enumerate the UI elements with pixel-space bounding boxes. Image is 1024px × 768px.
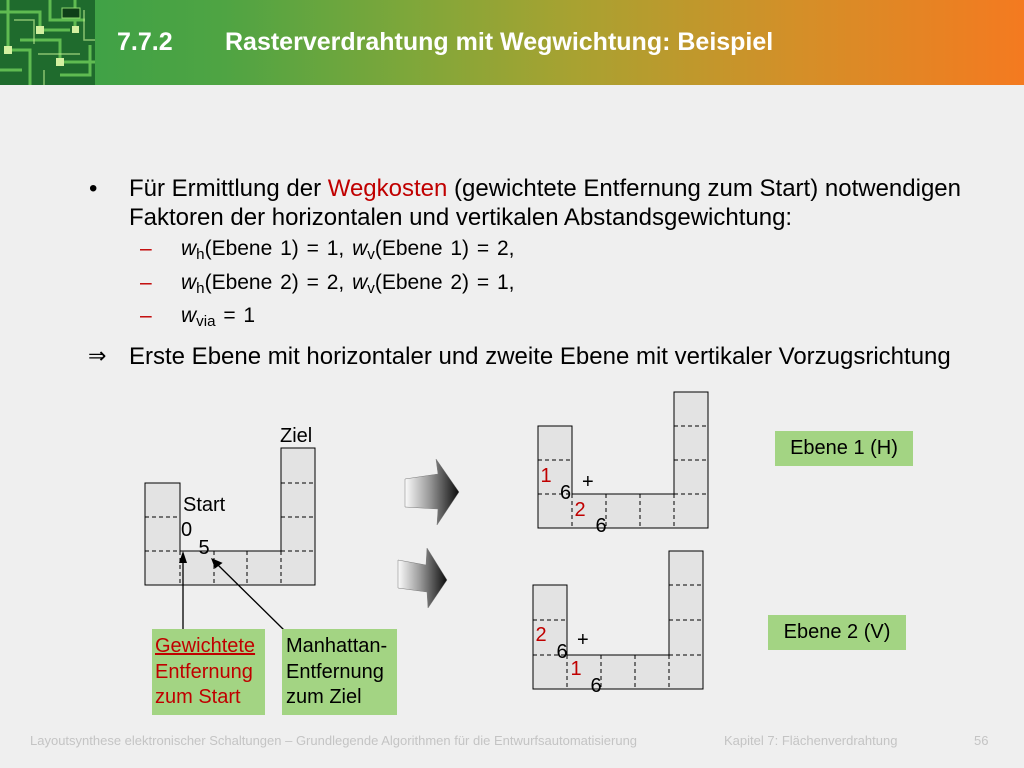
callout-line: zum Ziel [286, 686, 362, 708]
layer1-expansion-marker: + [582, 471, 594, 493]
weight-symbol: w [181, 304, 197, 327]
weight-value: (Ebene 2) = 2, [204, 271, 353, 294]
layer2-distance-right: 6 [590, 675, 602, 697]
sub-bullet-marker: – [140, 271, 152, 294]
callout-line: Entfernung [155, 660, 253, 683]
manhattan-distance-callout [282, 629, 397, 715]
layer2-cost-right: 1 [570, 658, 582, 680]
weight-subscript: h [196, 246, 205, 264]
weight-subscript: v [367, 246, 375, 264]
weight-symbol: w [352, 271, 368, 294]
layer2-distance-left: 6 [556, 641, 568, 663]
source-grid [145, 425, 315, 585]
layer2-expansion-marker: + [577, 629, 589, 651]
bullet-marker: • [89, 175, 98, 202]
start-distance-value: 5 [198, 537, 210, 559]
callout-line: Gewichtete [155, 635, 256, 657]
arrow-right-3d-icon [405, 459, 459, 525]
weight-value: = 1 [215, 304, 256, 327]
bullet-highlight-term: Wegkosten [327, 175, 448, 202]
layer2-cost-left: 2 [535, 624, 547, 646]
page-number: 56 [974, 733, 989, 748]
sub-bullet-marker: – [140, 304, 152, 327]
layer1-label: Ebene 1 (H) [775, 431, 913, 466]
weight-symbol: w [181, 237, 197, 260]
weight-subscript: via [196, 313, 216, 331]
callout-line: zum Start [155, 686, 241, 708]
bullet-text-line1 [129, 174, 961, 203]
implies-arrow-icon: ⇒ [88, 344, 107, 369]
slide-title: Rasterverdrahtung mit Wegwichtung: Beispiel [225, 28, 774, 56]
sub-bullet-marker: – [140, 237, 152, 260]
weight-value: (Ebene 2) = 1, [374, 271, 515, 294]
layer1-cost-right: 2 [574, 499, 586, 521]
arrow-right-3d-icon [398, 548, 447, 608]
start-label: Start [183, 494, 226, 516]
bullet-text-line2: Faktoren der horizontalen und vertikalen Abstandsgewichtung: [129, 204, 793, 231]
weight-symbol: w [352, 237, 368, 260]
layer1-distance-left: 6 [560, 482, 572, 504]
weight-symbol: w [181, 271, 197, 294]
weight-item-via [0, 303, 1024, 331]
weight-subscript: v [367, 280, 375, 298]
layer1-cost-left: 1 [540, 465, 552, 487]
weight-value: (Ebene 1) = 1, [204, 237, 353, 260]
start-cost-value: 0 [181, 519, 193, 541]
callout-line: Entfernung [286, 660, 384, 683]
section-number: 7.7.2 [117, 28, 173, 56]
weighted-distance-callout [152, 629, 265, 715]
layer2-label: Ebene 2 (V) [768, 615, 906, 650]
bullet-text-before: Für Ermittlung der [129, 175, 328, 202]
weight-formula [181, 303, 256, 331]
callout-line: Manhattan- [286, 635, 388, 657]
bullet-text-after: (gewichtete Entfernung zum Start) notwendigen [447, 175, 961, 202]
conclusion-text: Erste Ebene mit horizontaler und zweite Ebene mit vertikaler Vorzugsrichtung [129, 343, 951, 370]
goal-label: Ziel [280, 425, 313, 447]
weight-item-layer1 [0, 236, 1024, 264]
weight-formula [181, 236, 515, 264]
weight-subscript: h [196, 280, 205, 298]
layer1-distance-right: 6 [595, 515, 607, 537]
weight-item-layer2 [0, 270, 1024, 298]
layer1-grid [538, 392, 708, 537]
weight-value: (Ebene 1) = 2, [374, 237, 515, 260]
footer-course-title: Layoutsynthese elektronischer Schaltungen – Grundlegende Algorithmen für die Entwurfsautomatisierung [30, 733, 638, 748]
layer2-grid [533, 551, 703, 697]
footer-chapter: Kapitel 7: Flächenverdrahtung [724, 733, 898, 748]
weight-formula [181, 270, 515, 298]
